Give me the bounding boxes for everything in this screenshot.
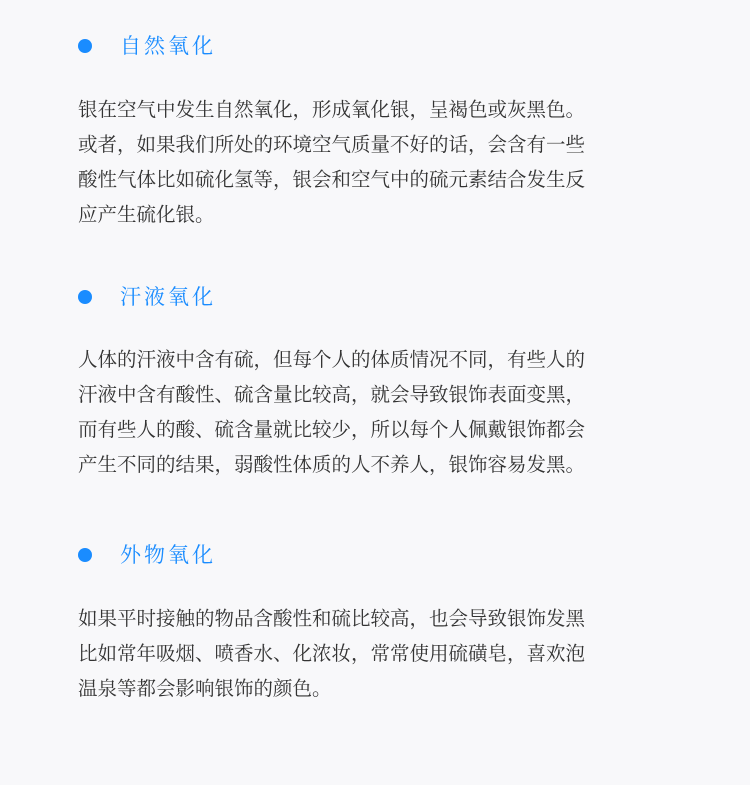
section-heading <box>78 540 216 570</box>
section-paragraph <box>78 601 678 706</box>
section-heading <box>78 31 216 61</box>
bullet-dot-icon <box>78 548 92 562</box>
section-title: 外物氧化 <box>120 543 216 567</box>
section-heading <box>78 282 216 312</box>
paragraph-line: 温泉等都会影响银饰的颜色。 <box>78 677 332 700</box>
paragraph-line: 应产生硫化银。 <box>78 203 215 226</box>
section-title: 汗液氧化 <box>120 285 216 309</box>
paragraph-line: 产生不同的结果，弱酸性体质的人不养人，银饰容易发黑。 <box>78 453 586 476</box>
paragraph-line: 汗液中含有酸性、硫含量比较高，就会导致银饰表面变黑， <box>78 383 586 406</box>
paragraph-line: 如果平时接触的物品含酸性和硫比较高，也会导致银饰发黑 <box>78 607 586 630</box>
paragraph-line: 而有些人的酸、硫含量就比较少，所以每个人佩戴银饰都会 <box>78 418 586 441</box>
paragraph-line: 酸性气体比如硫化氢等，银会和空气中的硫元素结合发生反 <box>78 168 586 191</box>
paragraph-line: 银在空气中发生自然氧化，形成氧化银，呈褐色或灰黑色。 <box>78 98 586 121</box>
paragraph-line: 比如常年吸烟、喷香水、化浓妆，常常使用硫磺皂，喜欢泡 <box>78 642 586 665</box>
bullet-dot-icon <box>78 290 92 304</box>
section-paragraph <box>78 92 678 232</box>
section-title: 自然氧化 <box>120 34 216 58</box>
section-paragraph <box>78 342 678 482</box>
paragraph-line: 人体的汗液中含有硫，但每个人的体质情况不同，有些人的 <box>78 348 586 371</box>
paragraph-line: 或者，如果我们所处的环境空气质量不好的话，会含有一些 <box>78 133 586 156</box>
bullet-dot-icon <box>78 39 92 53</box>
